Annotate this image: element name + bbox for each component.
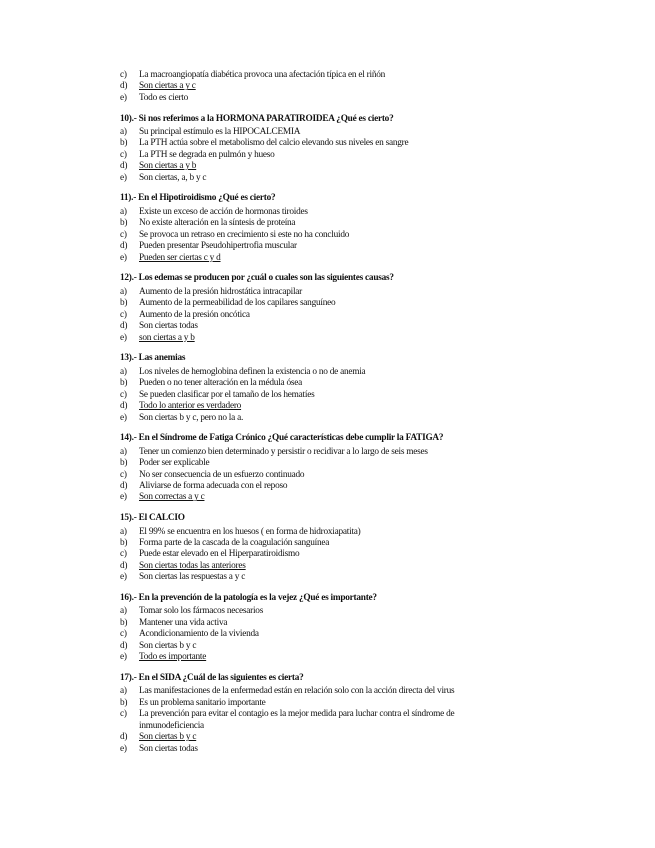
option-letter: a) — [120, 366, 127, 377]
option-text: Son ciertas todas — [139, 743, 198, 754]
option-text-correct: Son ciertas a y c — [139, 81, 196, 92]
option-text: Tener un comienzo bien determinado y persistir o recidivar a lo largo de seis meses — [139, 446, 428, 457]
option-text: Tomar solo los fármacos necesarios — [139, 606, 264, 617]
option-text: Es un problema sanitario importante — [139, 697, 266, 708]
question-list — [120, 114, 515, 756]
answer-option — [120, 413, 515, 424]
option-text: Mantener una vida activa — [139, 617, 228, 628]
option-text: No ser consecuencia de un esfuerzo continuado — [139, 469, 305, 480]
answer-option — [120, 70, 515, 81]
option-letter: a) — [120, 286, 127, 297]
option-text: Son ciertas b y c, pero no la a. — [139, 412, 244, 423]
option-text-correct: Son correctas a y c — [139, 492, 205, 503]
option-text: Poder ser explicable — [139, 458, 210, 469]
question-title: 15).- El CALCIO — [120, 513, 185, 524]
option-letter: c) — [120, 389, 127, 400]
question-title: 17).- En el SIDA ¿Cuál de las siguientes es cierta? — [120, 672, 304, 683]
question-title: 14).- En el Síndrome de Fatiga Crónico ¿Qué características debe cumplir la FATIGA? — [120, 433, 444, 444]
answer-option — [120, 333, 515, 344]
option-letter: c) — [120, 469, 127, 480]
answer-option — [120, 287, 515, 298]
option-letter: a) — [120, 206, 127, 217]
answer-option — [120, 606, 515, 617]
option-letter: d) — [120, 732, 128, 743]
option-letter: c) — [120, 709, 127, 720]
option-letter: e) — [120, 743, 127, 754]
option-text: La macroangiopatía diabética provoca una afectación típica en el riñón — [139, 70, 386, 80]
option-letter: e) — [120, 412, 127, 423]
question-title: 16).- En la prevención de la patología es la vejez ¿Qué es importante? — [120, 592, 377, 603]
answer-option — [120, 93, 515, 104]
question-block — [120, 353, 515, 424]
option-letter: b) — [120, 218, 128, 229]
option-text-correct: Todo lo anterior es verdadero — [139, 401, 242, 412]
question-block — [120, 433, 515, 504]
option-letter: b) — [120, 537, 128, 548]
answer-option — [120, 298, 515, 309]
option-letter: e) — [120, 572, 127, 583]
answer-option — [120, 561, 515, 572]
option-text-correct: Todo es importante — [139, 652, 207, 663]
answer-option — [120, 538, 515, 549]
option-text-correct: son ciertas a y b — [139, 332, 195, 343]
answer-option — [120, 744, 515, 755]
answer-option — [120, 527, 515, 538]
answer-option — [120, 81, 515, 92]
option-letter: c) — [120, 229, 127, 240]
option-letter: a) — [120, 446, 127, 457]
option-text: Aumento de la presión hidrostática intracapilar — [139, 286, 303, 297]
question-title: 11).- En el Hipotiroidismo ¿Qué es cierto? — [120, 193, 276, 204]
answer-option — [120, 207, 515, 218]
option-text: Son ciertas todas — [139, 321, 198, 332]
option-letter: a) — [120, 526, 127, 537]
answer-option — [120, 241, 515, 252]
option-text: Aumento de la presión oncótica — [139, 309, 250, 320]
option-letter: c) — [120, 309, 127, 320]
option-letter: b) — [120, 458, 128, 469]
option-letter: e) — [120, 332, 127, 343]
answer-option — [120, 161, 515, 172]
question-title: 10).- Si nos referimos a la HORMONA PARATIROIDEA ¿Qué es cierto? — [120, 113, 394, 124]
option-text: Se pueden clasificar por el tamaño de los hematíes — [139, 389, 315, 400]
question-block — [120, 273, 515, 344]
option-text: Son ciertas las respuestas a y c — [139, 572, 246, 583]
answer-option — [120, 218, 515, 229]
option-text: La prevención para evitar el contagio es la mejor medida para luchar contra el síndrome de inmunodeficiencia — [139, 709, 455, 731]
option-text: Puede estar elevado en el Hiperparatiroidismo — [139, 549, 300, 560]
answer-option — [120, 310, 515, 321]
answer-option — [120, 253, 515, 264]
option-letter: d) — [120, 640, 128, 651]
question-block — [120, 593, 515, 664]
answer-option — [120, 150, 515, 161]
answer-option — [120, 481, 515, 492]
option-text: No existe alteración en la síntesis de proteína — [139, 218, 296, 229]
option-letter: e) — [120, 252, 127, 263]
option-text: Todo es cierto — [139, 92, 189, 103]
answer-option — [120, 378, 515, 389]
option-text: La PTH actúa sobre el metabolismo del calcio elevando sus niveles en sangre — [139, 138, 409, 149]
option-letter: b) — [120, 697, 128, 708]
answer-option — [120, 390, 515, 401]
option-text-correct: Son ciertas todas las anteriores — [139, 560, 246, 571]
answer-option — [120, 709, 515, 732]
option-letter: d) — [120, 401, 128, 412]
answer-option — [120, 173, 515, 184]
answer-option — [120, 549, 515, 560]
answer-option — [120, 652, 515, 663]
option-text: Se provoca un retraso en crecimiento si este no ha concluido — [139, 229, 350, 240]
option-text-correct: Pueden ser ciertas c y d — [139, 252, 221, 263]
option-text: Son ciertas, a, b y c — [139, 172, 207, 183]
question-block — [120, 513, 515, 584]
question-block — [120, 193, 515, 264]
option-letter: a) — [120, 127, 127, 137]
answer-option — [120, 367, 515, 378]
option-letter: d) — [120, 81, 128, 92]
option-text: Existe un exceso de acción de hormonas tiroides — [139, 206, 308, 217]
option-letter: d) — [120, 480, 128, 491]
option-letter: a) — [120, 686, 127, 697]
option-letter: b) — [120, 378, 128, 389]
question-block — [120, 673, 515, 755]
option-letter: c) — [120, 629, 127, 640]
exam-document — [120, 70, 515, 764]
option-text: Las manifestaciones de la enfermedad están en relación solo con la acción directa del virus — [139, 686, 455, 697]
answer-option — [120, 470, 515, 481]
option-text: La PTH se degrada en pulmón y hueso — [139, 149, 275, 160]
answer-option — [120, 629, 515, 640]
option-letter: c) — [120, 149, 127, 160]
option-letter: e) — [120, 92, 127, 103]
option-letter: b) — [120, 138, 128, 149]
answer-option — [120, 138, 515, 149]
answer-option — [120, 230, 515, 241]
answer-option — [120, 732, 515, 743]
option-text: Son ciertas b y c — [139, 640, 197, 651]
question-title: 13).- Las anemias — [120, 353, 186, 364]
answer-option — [120, 321, 515, 332]
option-text: Forma parte de la cascada de la coagulación sanguínea — [139, 537, 330, 548]
answer-option — [120, 492, 515, 503]
option-letter: b) — [120, 617, 128, 628]
option-letter: c) — [120, 549, 127, 560]
answer-option — [120, 127, 515, 138]
option-letter: a) — [120, 606, 127, 617]
option-text: Los niveles de hemoglobina definen la existencia o no de anemia — [139, 366, 366, 377]
answer-option — [120, 698, 515, 709]
answer-option — [120, 618, 515, 629]
answer-option — [120, 641, 515, 652]
question-block — [120, 114, 515, 185]
option-letter: c) — [120, 70, 127, 80]
option-text: Pueden o no tener alteración en la médula ósea — [139, 378, 303, 389]
option-letter: d) — [120, 560, 128, 571]
question-title: 12).- Los edemas se producen por ¿cuál o cuales son las siguientes causas? — [120, 273, 394, 284]
option-text: Su principal estímulo es la HIPOCALCEMIA — [139, 127, 301, 137]
option-letter: d) — [120, 321, 128, 332]
option-letter: e) — [120, 652, 127, 663]
answer-option — [120, 458, 515, 469]
option-text: Aliviarse de forma adecuada con el reposo — [139, 480, 288, 491]
option-letter: d) — [120, 161, 128, 172]
intro-options — [120, 70, 515, 104]
option-letter: e) — [120, 172, 127, 183]
answer-option — [120, 447, 515, 458]
option-text-correct: Son ciertas a y b — [139, 161, 197, 172]
answer-option — [120, 401, 515, 412]
option-text: El 99% se encuentra en los huesos ( en forma de hidroxiapatita) — [139, 526, 361, 537]
option-text-correct: Son ciertas b y c — [139, 732, 197, 743]
option-text: Aumento de la permeabilidad de los capilares sanguíneo — [139, 298, 336, 309]
option-letter: d) — [120, 241, 128, 252]
option-letter: e) — [120, 492, 127, 503]
option-text: Acondicionamiento de la vivienda — [139, 629, 259, 640]
answer-option — [120, 686, 515, 697]
answer-option — [120, 572, 515, 583]
option-letter: b) — [120, 298, 128, 309]
option-text: Pueden presentar Pseudohipertrofia muscular — [139, 241, 297, 252]
